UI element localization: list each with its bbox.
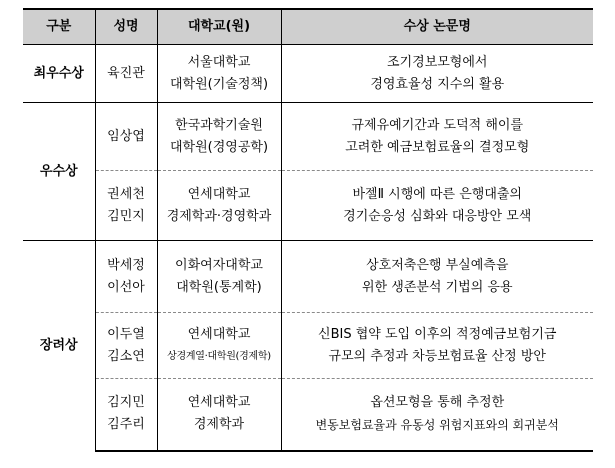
paper-title-cell (281, 313, 593, 379)
school-line: 대학원(기술정책) (169, 76, 269, 92)
recipient-name: 박세정 (107, 257, 145, 273)
school-line: 경제학과 (193, 417, 245, 433)
category-encouragement: 장려상 (23, 241, 95, 451)
recipient-name: 김주리 (107, 417, 145, 433)
paper-title-cell (281, 241, 593, 313)
paper-title-line: 경영효율성 지수의 활용 (370, 76, 505, 92)
school-line: 이화여자대학교 (175, 257, 263, 273)
table-row (23, 171, 593, 241)
paper-title-line: 조기경보모형에서 (387, 54, 488, 70)
school-cell (157, 313, 281, 379)
school-cell (157, 171, 281, 241)
table-row (23, 379, 593, 451)
paper-title-line: 규제유예기간과 도덕적 해이를 (351, 117, 524, 133)
school-line: 상경계열·대학원(경제학) (167, 350, 271, 362)
paper-title-line: 위한 생존분석 기법의 응용 (361, 279, 513, 295)
category-grand-prize: 최우수상 (23, 45, 95, 103)
recipient-name: 육진관 (107, 65, 145, 81)
header-name: 성명 (95, 9, 157, 45)
school-cell (157, 379, 281, 451)
school-line: 연세대학교 (187, 186, 251, 202)
recipient-name: 임상엽 (107, 128, 145, 144)
paper-title-cell (281, 171, 593, 241)
school-line: 경제학과·경영학과 (166, 208, 272, 224)
recipient-names (95, 313, 157, 379)
table-row (23, 45, 593, 103)
paper-title-cell (281, 103, 593, 171)
award-table (23, 8, 593, 452)
school-cell (157, 103, 281, 171)
recipient-names (95, 45, 157, 103)
paper-title-line: 고려한 예금보험료율의 결정모형 (345, 139, 530, 155)
paper-title-line: 경기순응성 심화와 대응방안 모색 (343, 208, 532, 224)
school-line: 대학원(통계학) (176, 279, 262, 295)
recipient-name: 이선아 (107, 279, 145, 295)
recipient-name: 김민지 (107, 208, 145, 224)
table-row (23, 103, 593, 171)
paper-title-line: 옵션모형을 통해 추정한 (370, 395, 505, 411)
school-line: 서울대학교 (187, 54, 251, 70)
paper-title-line: 규모의 추정과 차등보험료율 산정 방안 (328, 348, 546, 364)
recipient-name: 김소연 (107, 348, 145, 364)
school-cell (157, 45, 281, 103)
category-excellence: 우수상 (23, 103, 95, 241)
paper-title-cell (281, 379, 593, 451)
header-row (23, 9, 593, 45)
recipient-names (95, 379, 157, 451)
school-cell (157, 241, 281, 313)
table-row (23, 241, 593, 313)
header-category: 구분 (23, 9, 95, 45)
paper-title-line: 변동보험료율과 유동성 위험지표와의 회귀분석 (315, 418, 559, 433)
school-line: 대학원(경영공학) (169, 139, 269, 155)
header-school: 대학교(원) (157, 9, 281, 45)
recipient-name: 이두열 (107, 326, 145, 342)
header-title: 수상 논문명 (281, 9, 593, 45)
recipient-name: 권세천 (107, 186, 145, 202)
school-line: 연세대학교 (187, 395, 251, 411)
table-row (23, 313, 593, 379)
recipient-names (95, 241, 157, 313)
paper-title-line: 바젤Ⅱ 시행에 따른 은행대출의 (352, 186, 522, 202)
recipient-names (95, 171, 157, 241)
paper-title-line: 상호저축은행 부실예측을 (366, 257, 509, 273)
recipient-names (95, 103, 157, 171)
school-line: 연세대학교 (187, 326, 251, 342)
school-line: 한국과학기술원 (175, 117, 263, 133)
recipient-name: 김지민 (107, 395, 145, 411)
paper-title-cell (281, 45, 593, 103)
paper-title-line: 신BIS 협약 도입 이후의 적정예금보험기금 (318, 326, 557, 342)
